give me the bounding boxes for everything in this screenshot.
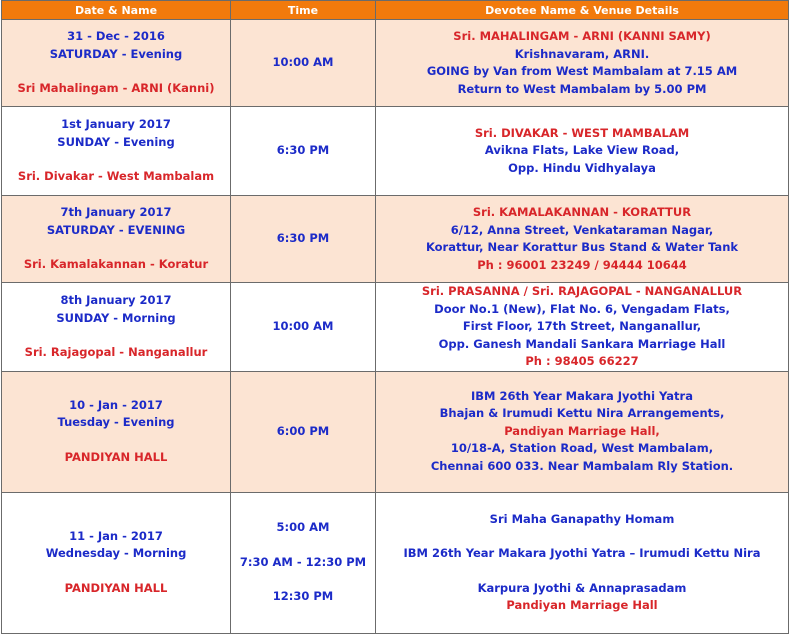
event-time: 6:30 PM [276,231,330,246]
details-cell [376,283,789,372]
phone-number: Ph : 96001 23249 / 94444 10644 [477,257,687,272]
event-date: 8th January 2017 [60,293,172,307]
venue-line: Avikna Flats, Lake View Road, [484,143,680,158]
event-title: IBM 26th Year Makara Jyothi Yatra [470,388,693,403]
event-title: Karpura Jyothi & Annaprasadam [477,580,687,595]
table-row [2,196,789,283]
venue-line: Chennai 600 033. Near Mambalam Rly Station. [430,458,734,473]
event-day: Wednesday - Morning [45,546,187,561]
event-time: 10:00 AM [272,319,334,333]
event-day: SATURDAY - EVENING [46,222,186,237]
event-date: 10 - Jan - 2017 [69,397,163,412]
venue-line: Return to West Mambalam by 5.00 PM [457,81,707,96]
event-host: Sri. Rajagopal - Nanganallur [24,345,208,359]
details-cell [376,107,789,196]
event-date: 11 - Jan - 2017 [69,528,163,543]
event-day: SUNDAY - Evening [57,134,175,149]
venue-line: Bhajan & Irumudi Kettu Nira Arrangements, [439,406,725,421]
details-cell [376,371,789,492]
venue-line: Opp. Hindu Vidhyalaya [508,160,656,175]
date-name-cell [2,283,231,372]
hall-name: Pandiyan Marriage Hall [506,598,658,612]
header-devotee-venue: Devotee Name & Venue Details [376,1,789,20]
date-name-cell [2,371,231,492]
date-name-cell [2,20,231,107]
devotee-name: Sri. DIVAKAR - WEST MAMBALAM [474,125,690,140]
time-cell [231,492,376,633]
table-row [2,492,789,633]
venue-line: 10/18-A, Station Road, West Mambalam, [450,441,714,456]
event-host: Sri. Divakar - West Mambalam [17,169,215,184]
event-day: SUNDAY - Morning [56,310,176,325]
devotee-name: Sri. PRASANNA / Sri. RAJAGOPAL - NANGANALLUR [421,284,743,298]
event-date: 7th January 2017 [60,205,172,220]
event-title: Sri Maha Ganapathy Homam [489,511,675,526]
table-row [2,20,789,107]
devotee-name: Sri. KAMALAKANNAN - KORATTUR [472,205,692,219]
devotee-name: Sri. MAHALINGAM - ARNI (KANNI SAMY) [453,29,711,43]
event-time: 10:00 AM [272,55,334,70]
time-cell [231,196,376,283]
event-time: 6:30 PM [276,143,330,158]
venue-line: GOING by Van from West Mambalam at 7.15 AM [426,64,738,78]
details-cell [376,196,789,283]
venue-line: Opp. Ganesh Mandali Sankara Marriage Hall [438,336,726,351]
schedule-table [1,0,789,634]
event-day: Tuesday - Evening [57,415,175,430]
event-title: IBM 26th Year Makara Jyothi Yatra – Irumudi Kettu Nira [403,546,761,560]
phone-number: Ph : 98405 66227 [525,354,639,368]
header-time: Time [231,1,376,20]
date-name-cell [2,196,231,283]
header-row [2,1,789,20]
venue-line: 6/12, Anna Street, Venkataraman Nagar, [450,222,714,237]
table-row [2,371,789,492]
venue-line: Door No.1 (New), Flat No. 6, Vengadam Flats, [434,301,730,316]
venue-line: Korattur, Near Korattur Bus Stand & Water Tank [425,240,739,254]
details-cell [376,492,789,633]
event-time: 6:00 PM [276,423,330,438]
time-cell [231,107,376,196]
event-date: 31 - Dec - 2016 [67,29,165,44]
header-date-name: Date & Name [2,1,231,20]
time-cell [231,371,376,492]
details-cell [376,20,789,107]
event-date: 1st January 2017 [61,117,171,132]
table-row [2,283,789,372]
event-host: Sri Mahalingam - ARNI (Kanni) [17,81,215,96]
time-cell [231,283,376,372]
event-time: 7:30 AM - 12:30 PM [239,554,367,569]
venue-line: Krishnavaram, ARNI. [514,46,650,61]
event-time: 12:30 PM [272,589,334,604]
hall-name: Pandiyan Marriage Hall, [504,423,660,438]
venue-line: First Floor, 17th Street, Nanganallur, [462,319,702,333]
date-name-cell [2,492,231,633]
table-row [2,107,789,196]
event-time: 5:00 AM [276,520,330,535]
event-host: PANDIYAN HALL [64,449,168,464]
time-cell [231,20,376,107]
date-name-cell [2,107,231,196]
event-host: Sri. Kamalakannan - Koratur [23,257,209,272]
event-host: PANDIYAN HALL [64,580,168,595]
event-day: SATURDAY - Evening [49,46,183,61]
